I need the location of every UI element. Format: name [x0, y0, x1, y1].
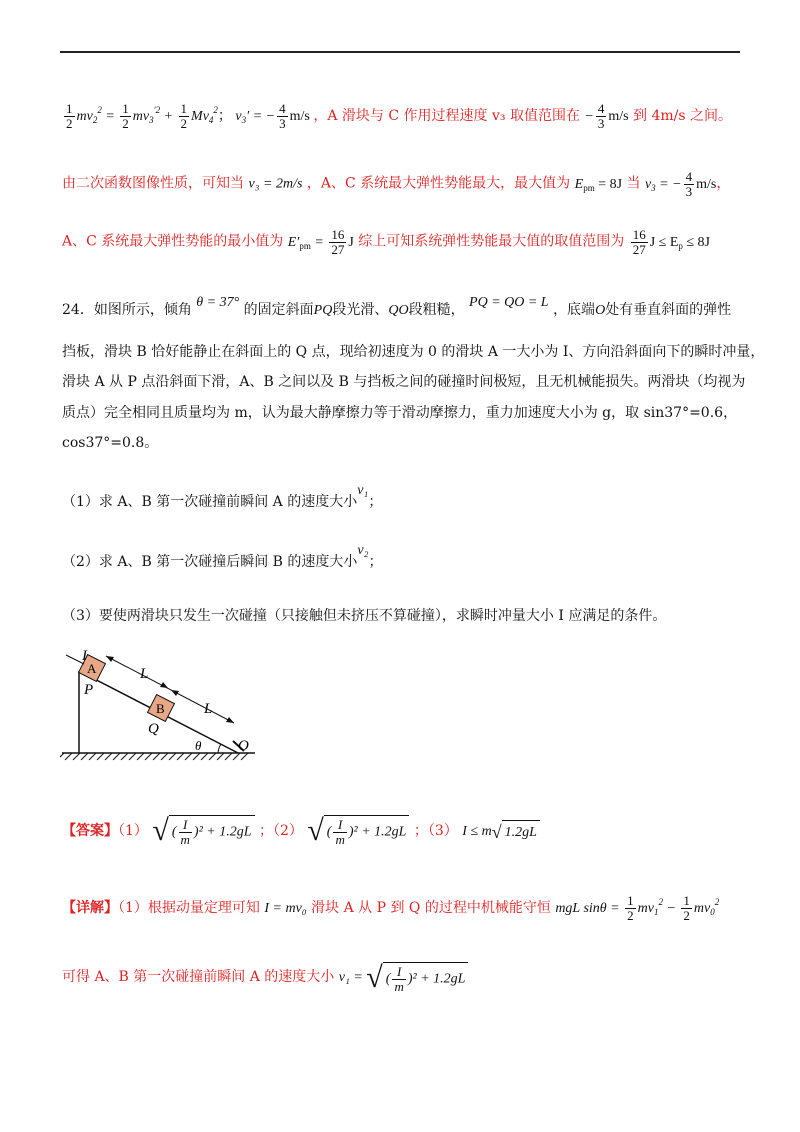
- point-o-label: O: [238, 738, 249, 754]
- sub-question-1: （1）求 A、B 第一次碰撞前瞬间 A 的速度大小v₁；: [62, 483, 383, 510]
- sub-question-2: （2）求 A、B 第一次碰撞后瞬间 B 的速度大小v₂；: [62, 543, 383, 570]
- point-p-label: P: [84, 682, 94, 698]
- detail-line-1: 【详解】（1）根据动量定理可知 I = mv₀ 滑块 A 从 P 到 Q 的过程中机械能守恒 mgL sinθ = $\frac{1}{2}$ $mv_1^2$ − $\frac{1}{2}$ $mv_0^2$: [62, 893, 720, 924]
- range-text: ，A 滑块与 C 作用过程速度 v₃ 取值范围在: [313, 108, 580, 124]
- block-b-label: B: [156, 701, 165, 716]
- incline-diagram: [60, 643, 270, 763]
- sub-question-3: （3）要使两滑块只发生一次碰撞（只接触但未挤压不算碰撞），求瞬时冲量大小 I 应满足的条件。: [62, 608, 667, 624]
- length-l-label-2: L: [204, 701, 213, 717]
- max-energy-line: 由二次函数图像性质，可知当 v₃ = 2m/s ，A、C 系统最大弹性势能最大，最大值为 $E_{pm} = 8J$ 当 $v_3$ = − $\frac{4}{3}$ m/s，: [62, 169, 731, 199]
- length-l-label-1: L: [140, 666, 149, 682]
- question-line-1: 24．如图所示，倾角 θ = 37° 的固定斜面PQ段光滑、QO段粗糙， PQ = QO = L ，底端O处有垂直斜面的弹性: [62, 295, 732, 318]
- question-line-5: cos37°=0.8。: [62, 435, 159, 451]
- answer-line: 【答案】（1） √ ( $\frac{I}{m}$ )² + 1.2gL ；（2） √ ( $\frac{I}{m}$ )² + 1.2gL ；（3） I ≤ m√ 1.2gL: [62, 815, 540, 847]
- detail-label: 【详解】: [62, 900, 118, 916]
- detail-line-2: 可得 A、B 第一次碰撞前瞬间 A 的速度大小 v₁ = √ ( $\frac{I}{m}$ )² + 1.2gL: [62, 962, 468, 994]
- impulse-label: I: [82, 648, 87, 664]
- question-line-2: 挡板，滑块 B 恰好能静止在斜面上的 Q 点，现给初速度为 0 的滑块 A 一大小为 I、方向沿斜面向下的瞬时冲量，: [62, 344, 765, 360]
- header-rule: [60, 51, 740, 53]
- point-q-label: Q: [148, 721, 159, 737]
- question-line-3: 滑块 A 从 P 点沿斜面下滑，A、B 之间以及 B 与挡板之间的碰撞时间极短，且无机械能损失。两滑块（均视为: [62, 374, 746, 390]
- block-a-label: A: [87, 661, 97, 676]
- angle-theta-label: θ: [195, 738, 202, 753]
- answer-label: 【答案】: [62, 823, 118, 839]
- question-line-4: 质点）完全相同且质量均为 m，认为最大静摩擦力等于滑动摩擦力，重力加速度大小为 g，取 sin37°=0.6，: [62, 405, 738, 421]
- min-energy-line: A、C 系统最大弹性势能的最小值为 $E'_{pm}$ = $\frac{16}{27}$ J 综上可知系统弹性势能最大值的取值范围为 $\frac{16}{27}$ $J \le E_p \le 8J$: [62, 227, 711, 257]
- energy-equation-line: $\frac{1}{2}$ $mv_2^2$ = $\frac{1}{2}$ $mv_3^{'2}$ + $\frac{1}{2}$ $Mv_4^2$； $v_3'$ = − $\frac{4}{3}$ m/s ，A 滑块与 C 作用过程速度 v₃ 取值范围在 − $\frac{4}{3}$ m/s 到 4m/s 之间。: [66, 101, 733, 132]
